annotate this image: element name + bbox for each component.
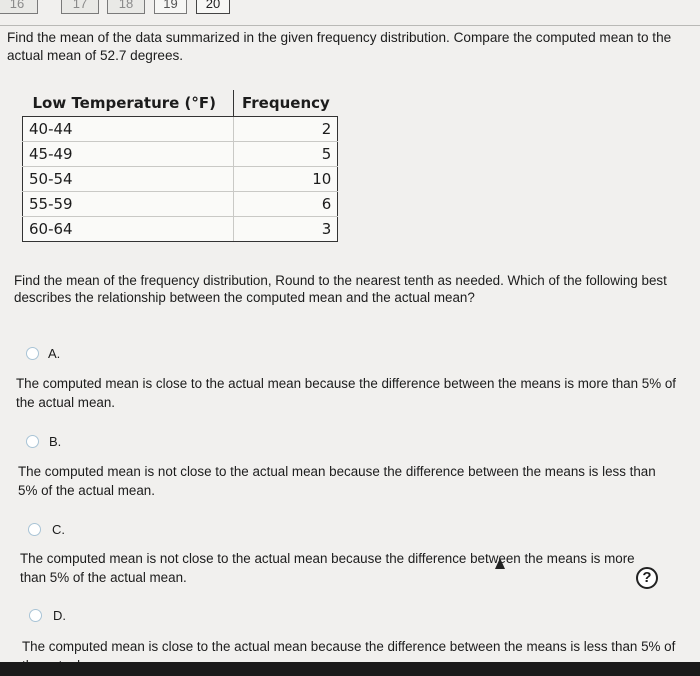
table-row <box>23 192 338 217</box>
option-d-text[interactable]: The computed mean is close to the actual mean because the difference between the means is less than 5% of <box>22 639 676 654</box>
option-b-radio[interactable] <box>26 435 39 448</box>
sub-question-text: Find the mean of the frequency distribution, Round to the nearest tenth as needed. Which of the following best describes the relationship between the computed mean and the actual mean? <box>14 273 667 305</box>
frequency-cell: 2 <box>234 117 338 142</box>
column-header-frequency: Frequency <box>234 90 338 117</box>
temperature-cell: 40-44 <box>23 117 234 142</box>
question-mark-icon[interactable]: ? <box>636 567 658 589</box>
tab-question-20[interactable]: 20 <box>196 0 230 14</box>
option-c-radio[interactable] <box>28 523 41 536</box>
frequency-cell: 3 <box>234 217 338 242</box>
option-b-text[interactable]: The computed mean is not close to the actual mean because the difference between the means is less than 5% of the actual mean. <box>18 464 656 498</box>
temperature-cell: 45-49 <box>23 142 234 167</box>
option-b-letter: B. <box>49 434 62 449</box>
option-d-letter: D. <box>53 608 66 623</box>
table-row <box>23 142 338 167</box>
table-row <box>23 117 338 142</box>
mouse-cursor-icon <box>495 558 505 569</box>
tab-question-16[interactable]: 16 <box>0 0 38 14</box>
tab-question-18[interactable]: 18 <box>107 0 145 14</box>
option-a-text[interactable]: The computed mean is close to the actual mean because the difference between the means is more than 5% of the actual mean. <box>16 376 677 410</box>
temperature-cell: 55-59 <box>23 192 234 217</box>
table-header-row <box>23 90 338 117</box>
temperature-cell: 50-54 <box>23 167 234 192</box>
question-tabs <box>0 0 700 17</box>
column-header-temperature: Low Temperature (°F) <box>23 90 234 117</box>
option-a-radio[interactable] <box>26 347 39 360</box>
question-text: Find the mean of the data summarized in the given frequency distribution. Compare the computed mean to the actual mean of 52.7 degrees. <box>7 30 672 63</box>
tab-question-17[interactable]: 17 <box>61 0 99 14</box>
frequency-table <box>22 90 338 242</box>
option-c-text[interactable]: The computed mean is not close to the actual mean because the difference between the means is more than 5% of the actual mean. <box>20 551 635 585</box>
temperature-cell: 60-64 <box>23 217 234 242</box>
table-row <box>23 217 338 242</box>
option-d-radio[interactable] <box>29 609 42 622</box>
frequency-cell: 6 <box>234 192 338 217</box>
bottom-bar <box>0 662 700 676</box>
option-c-letter: C. <box>52 522 65 537</box>
table-row <box>23 167 338 192</box>
frequency-cell: 10 <box>234 167 338 192</box>
frequency-cell: 5 <box>234 142 338 167</box>
tab-question-19[interactable]: 19 <box>154 0 187 14</box>
divider <box>0 25 700 26</box>
option-a-letter: A. <box>48 346 61 361</box>
